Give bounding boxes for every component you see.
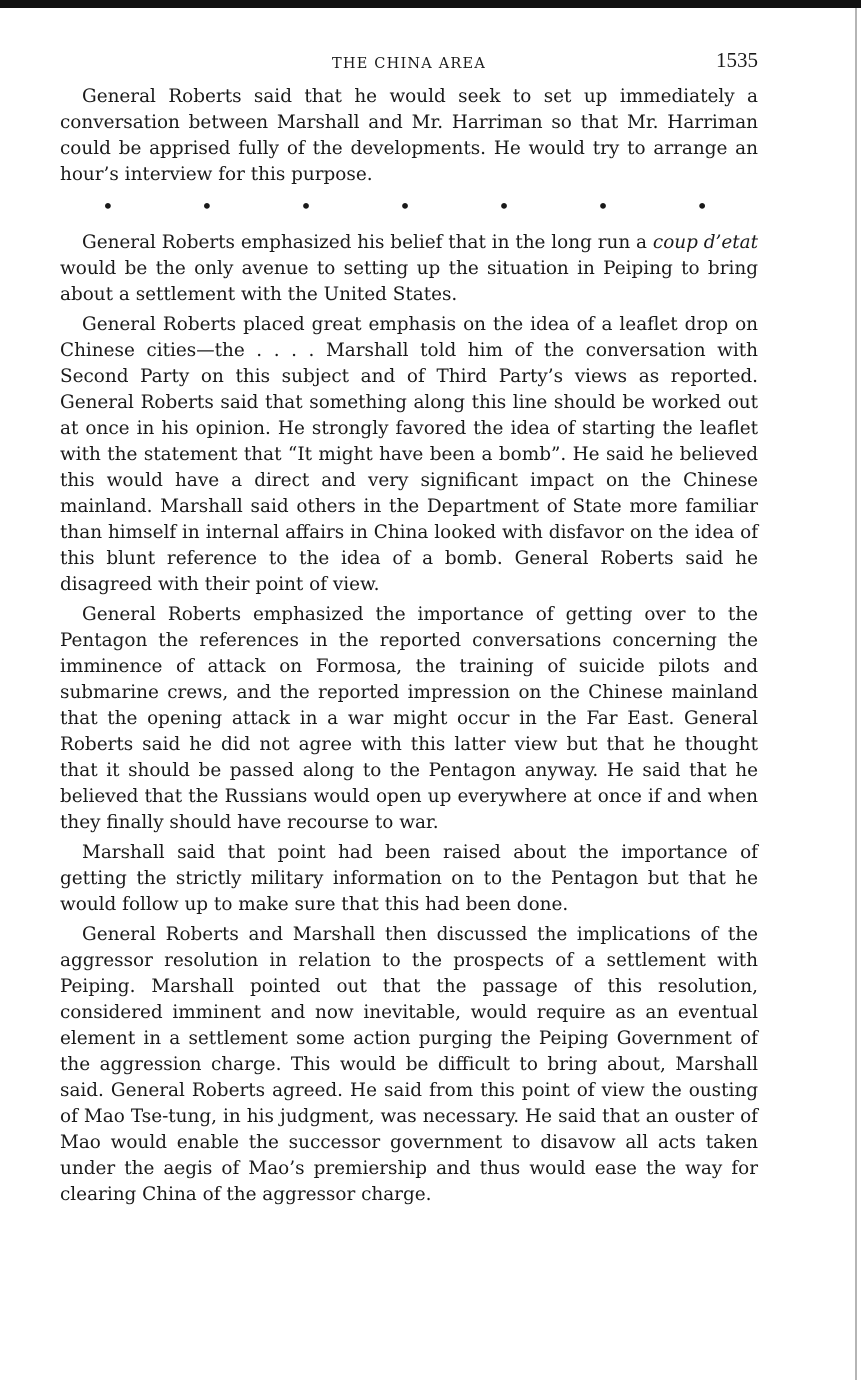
paragraph-2-rest: would be the only avenue to setting up the situation in Peiping to bring about a settlement with the United States.: [60, 258, 758, 305]
page-header: [60, 44, 758, 84]
page-number: 1535: [716, 48, 758, 72]
omission-ellipsis: [60, 192, 758, 230]
ellipsis-dot: •: [102, 194, 114, 218]
ellipsis-dot: •: [399, 194, 411, 218]
scan-top-border: [0, 0, 861, 8]
paragraph-2-lead: General Roberts emphasized his belief that in the long run a: [82, 232, 653, 253]
ellipsis-dot: •: [597, 194, 609, 218]
document-page: [60, 44, 758, 1212]
paragraph-2: [60, 230, 758, 308]
ellipsis-dot: •: [498, 194, 510, 218]
ellipsis-dot: •: [201, 194, 213, 218]
scan-right-edge: [855, 8, 857, 1380]
ellipsis-dot: •: [300, 194, 312, 218]
paragraph-1: General Roberts said that he would seek to set up immediately a conversation between Marshall and Mr. Harriman so that Mr. Harriman could be apprised fully of the developments. He would try to arrange an hour’s interview for this purpose.: [60, 86, 758, 185]
paragraph-2-italic-term: coup d’etat: [652, 232, 758, 253]
paragraph-5: Marshall said that point had been raised about the importance of getting the strictly military information on to the Pentagon but that he would follow up to make sure that this had been done.: [60, 842, 758, 915]
running-head: THE CHINA AREA: [332, 56, 486, 72]
ellipsis-dot: •: [696, 194, 708, 218]
paragraph-4: General Roberts emphasized the importance of getting over to the Pentagon the references in the reported conversations concerning the imminence of attack on Formosa, the training of suicide pilots and submarine crews, and the reported impression on the Chinese mainland that the opening attack in a war might occur in the Far East. General Roberts said he did not agree with this latter view but that he thought that it should be passed along to the Pentagon anyway. He said that he believed that the Russians would open up everywhere at once if and when they finally should have recourse to war.: [60, 604, 758, 833]
paragraph-6: General Roberts and Marshall then discussed the implications of the aggressor resolution in relation to the prospects of a settlement with Peiping. Marshall pointed out that the passage of this resolution, considered imminent and now inevitable, would require as an eventual element in a settlement some action purging the Peiping Government of the aggression charge. This would be difficult to bring about, Marshall said. General Roberts agreed. He said from this point of view the ousting of Mao Tse-tung, in his judgment, was necessary. He said that an ouster of Mao would enable the successor government to disavow all acts taken under the aegis of Mao’s premiership and thus would ease the way for clearing China of the aggressor charge.: [60, 924, 758, 1205]
paragraph-3: General Roberts placed great emphasis on the idea of a leaflet drop on Chinese cities—the . . . . Marshall told him of the conversation with Second Party on this subject and of Third Party’s views as reported. General Roberts said that something along this line should be worked out at once in his opinion. He strongly favored the idea of starting the leaflet with the statement that “It might have been a bomb”. He said he believed this would have a direct and very significant impact on the Chinese mainland. Marshall said others in the Department of State more familiar than himself in internal affairs in China looked with disfavor on the idea of this blunt reference to the idea of a bomb. General Roberts said he disagreed with their point of view.: [60, 314, 758, 595]
